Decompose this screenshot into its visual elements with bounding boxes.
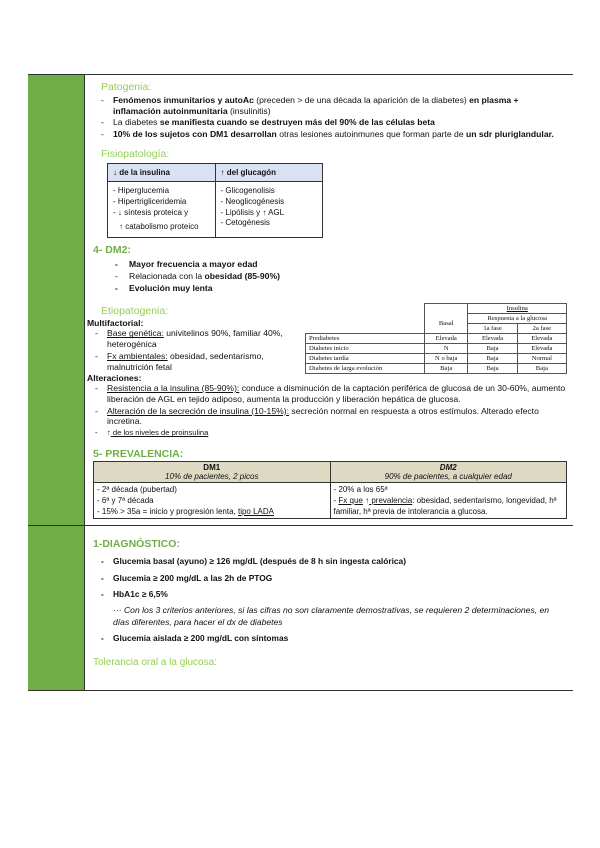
header-sub: 10% de pacientes, 2 picos xyxy=(165,471,259,481)
arrow-down-icon: ↓ xyxy=(113,167,117,177)
prev-item: 2ª década (pubertad) xyxy=(101,484,177,494)
header-label: DM2 xyxy=(439,462,457,472)
list-item: - HbA1c ≥ 6,5% xyxy=(93,589,567,600)
dm1-cell: - 2ª década (pubertad) - 6ª y 7ª década - 15% > 35a = inicio y progresión lenta, tipo LADA xyxy=(94,482,331,519)
text: conduce a disminución de la captación periférica de glucosa de un 30-60%, aumento liberación de AGL en tejido adiposo, aumenta la producción y liberación hepática de glucosa. xyxy=(107,383,566,404)
prev-item: 15% > 35a = inicio y progresión lenta, xyxy=(101,507,238,517)
effect-item: Hiperglucemia xyxy=(117,185,170,195)
notes-sheet xyxy=(28,74,573,691)
patogenia-list xyxy=(93,95,567,140)
prev-item: 20% a los 65ª xyxy=(338,484,388,494)
diagnostico-note: ··· Con los 3 criterios anteriores, si las cifras no son claramente demostrativas, se requieren 2 determinaciones, en días diferentes, para hacer el dx de diabetes xyxy=(113,604,550,628)
list-item: - Mayor frecuencia a mayor edad xyxy=(93,259,567,270)
text-bold: obesidad (85-90%) xyxy=(204,270,280,281)
list-item xyxy=(93,117,567,128)
table-cell: Elevada xyxy=(517,344,566,354)
arrow-up-icon: ↑ xyxy=(365,495,370,505)
prev-item: prevalencia xyxy=(371,495,413,505)
text: (preceden > de una década la aparición de la diabetes) xyxy=(253,95,470,105)
empty-cell xyxy=(306,314,425,334)
section-diagnosis xyxy=(28,526,573,691)
section-content xyxy=(85,75,573,525)
tolerancia-title: Tolerancia oral a la glucosa: xyxy=(93,657,217,669)
text-bold: Fenómenos inmunitarios y autoAc xyxy=(113,95,254,105)
dm1-header xyxy=(94,461,331,482)
diagnostico-list xyxy=(93,556,567,600)
table-cell: Elevada xyxy=(517,334,566,344)
list-item xyxy=(87,328,292,349)
text-underline: Fx ambientales: xyxy=(107,350,168,361)
text-underline: Base genética: xyxy=(107,328,164,339)
dm2-list xyxy=(93,259,567,293)
text: univitelinos 90%, familiar 40%, heterogénica xyxy=(107,328,283,350)
side-bar xyxy=(28,526,85,690)
table-cell: Prediabetes xyxy=(306,334,425,344)
arrow-up-icon: ↑ xyxy=(107,428,111,438)
section-content xyxy=(85,526,573,690)
table-row xyxy=(306,334,567,344)
prev-item: Fx que xyxy=(338,495,363,505)
table-row xyxy=(306,364,567,374)
table-cell: N xyxy=(424,344,467,354)
prev-item-lada: tipo LADA xyxy=(237,507,275,517)
table-cell: Baja xyxy=(424,364,467,374)
insulin-header xyxy=(108,163,216,181)
text-bold: un sdr pluriglandular. xyxy=(466,129,554,140)
text-bold: en plasma + inflamación autoinmunitaria xyxy=(113,95,519,116)
list-item: - Glucemia ≥ 200 mg/dL a las 2h de PTOG xyxy=(93,573,567,584)
empty-cell xyxy=(306,304,425,314)
patogenia-title: Patogenia: xyxy=(101,81,152,93)
text-underline: Resistencia a la insulina (85-90%): xyxy=(107,383,240,394)
fase2-header: 2a fase xyxy=(517,324,566,334)
effect-item: AGL xyxy=(268,207,285,217)
glucagon-header xyxy=(215,163,323,181)
table-cell: Elevada xyxy=(424,334,467,344)
header-sub: 90% de pacientes, a cualquier edad xyxy=(384,471,512,481)
list-item xyxy=(93,271,567,282)
prevalencia-table xyxy=(93,461,567,520)
table-cell: Normal xyxy=(517,354,566,364)
text-underline: de los niveles de proinsulina xyxy=(112,428,209,438)
table-row xyxy=(306,344,567,354)
dm2-cell: - 20% a los 65ª - Fx que ↑ prevalencia: obesidad, sedentarismo, longevidad, hª familiar, hª previa de intolerancia a glucosa. xyxy=(330,482,567,519)
fisiopatologia-table xyxy=(107,163,323,238)
text-bold: 10% de los sujetos con DM1 desarrollan xyxy=(113,129,277,140)
side-bar xyxy=(28,75,85,525)
list-item: - Evolución muy lenta xyxy=(93,283,567,294)
text: La diabetes xyxy=(113,117,160,128)
diagnostico-list-2 xyxy=(93,633,567,644)
list-item: - Glucemia aislada ≥ 200 mg/dL con síntomas xyxy=(93,633,567,644)
arrow-up-icon: ↑ xyxy=(119,222,123,232)
prev-item: 6ª y 7ª década xyxy=(101,495,154,505)
text-underline: Alteración de la secreción de insulina (10-15%): xyxy=(107,405,290,416)
dm2-block xyxy=(87,244,567,438)
list-item: - Glucemia basal (ayuno) ≥ 126 mg/dL (después de 8 h sin ingesta calórica) xyxy=(93,556,567,567)
list-item xyxy=(93,95,567,116)
list-item xyxy=(93,129,567,140)
table-cell: Baja xyxy=(468,344,517,354)
effect-item: síntesis proteica y xyxy=(124,207,189,217)
list-item xyxy=(87,406,567,427)
fisiopatologia-title: Fisiopatología: xyxy=(101,147,170,160)
section-pathogenesis xyxy=(28,74,573,526)
text: Relacionada con la xyxy=(129,270,205,281)
arrow-up-icon: ↑ xyxy=(220,167,225,177)
table-cell: Diabetes inicio xyxy=(306,344,425,354)
arrow-up-icon: ↑ xyxy=(262,207,267,217)
text: secreción normal en respuesta a otros estímulos. Alterado efecto incretina. xyxy=(107,405,539,427)
dm2-header xyxy=(330,461,567,482)
table-row xyxy=(306,354,567,364)
insulin-effects: - Hiperglucemia - Hipertrigliceridemia - ↓ síntesis proteica y ↑ catabolismo proteico xyxy=(108,181,216,237)
list-item xyxy=(87,428,567,437)
table-cell: Diabetes tardía xyxy=(306,354,425,364)
multifactorial-label: Multifactorial: xyxy=(87,318,144,329)
etiopatogenia-title: Etiopatogenia: xyxy=(101,305,169,318)
text: (insulinitis) xyxy=(227,105,271,116)
text: obesidad, sedentarismo, malnutrición fetal xyxy=(107,350,264,372)
prevalencia-title: 5- PREVALENCIA: xyxy=(93,447,184,460)
empty-cell xyxy=(424,304,467,314)
effect-item: Hipertrigliceridemia xyxy=(117,196,187,206)
effect-item: Cetogénesis xyxy=(225,218,270,228)
prev-item: : obesidad, sedentarismo, longevidad, hª familiar, hª previa de intolerancia a glucosa. xyxy=(333,495,557,517)
table-cell: Baja xyxy=(468,354,517,364)
diagnostico-title: 1-DIAGNÓSTICO: xyxy=(93,538,180,551)
alteraciones-label: Alteraciones: xyxy=(87,373,142,384)
insulina-header: Insulina xyxy=(468,304,567,314)
table-cell: Baja xyxy=(517,364,566,374)
insulin-response-table xyxy=(305,303,567,374)
basal-header: Basal xyxy=(424,314,467,334)
effect-item: Lipólisis y xyxy=(225,207,261,217)
table-cell: Elevada xyxy=(468,334,517,344)
arrow-down-icon: ↓ xyxy=(117,207,122,217)
effect-item: Neoglicogénesis xyxy=(225,196,285,206)
multifactorial-list xyxy=(87,328,292,372)
effect-item: Glicogenolisis xyxy=(225,185,275,195)
alteraciones-list xyxy=(87,383,567,437)
fase1-header: 1a fase xyxy=(468,324,517,334)
table-cell: N o baja xyxy=(424,354,467,364)
list-item xyxy=(87,383,567,404)
glucagon-effects: - Glicogenolisis - Neoglicogénesis - Lipólisis y ↑ AGL - Cetogénesis xyxy=(215,181,323,237)
text: otras lesiones autoinmunes que forman parte de xyxy=(276,129,466,140)
effect-item: catabolismo proteico xyxy=(125,222,199,232)
text-bold: se manifiesta cuando se destruyen más del 90% de las células beta xyxy=(159,117,435,128)
header-label: del glucagón xyxy=(226,167,277,177)
header-label: DM1 xyxy=(203,462,221,472)
list-item xyxy=(87,351,292,372)
table-cell: Baja xyxy=(468,364,517,374)
table-cell: Diabetes de larga evolución xyxy=(306,364,425,374)
dm2-title: 4- DM2: xyxy=(93,244,131,257)
header-label: de la insulina xyxy=(119,167,170,177)
respuesta-header: Respuesta a la glucosa xyxy=(468,314,567,324)
